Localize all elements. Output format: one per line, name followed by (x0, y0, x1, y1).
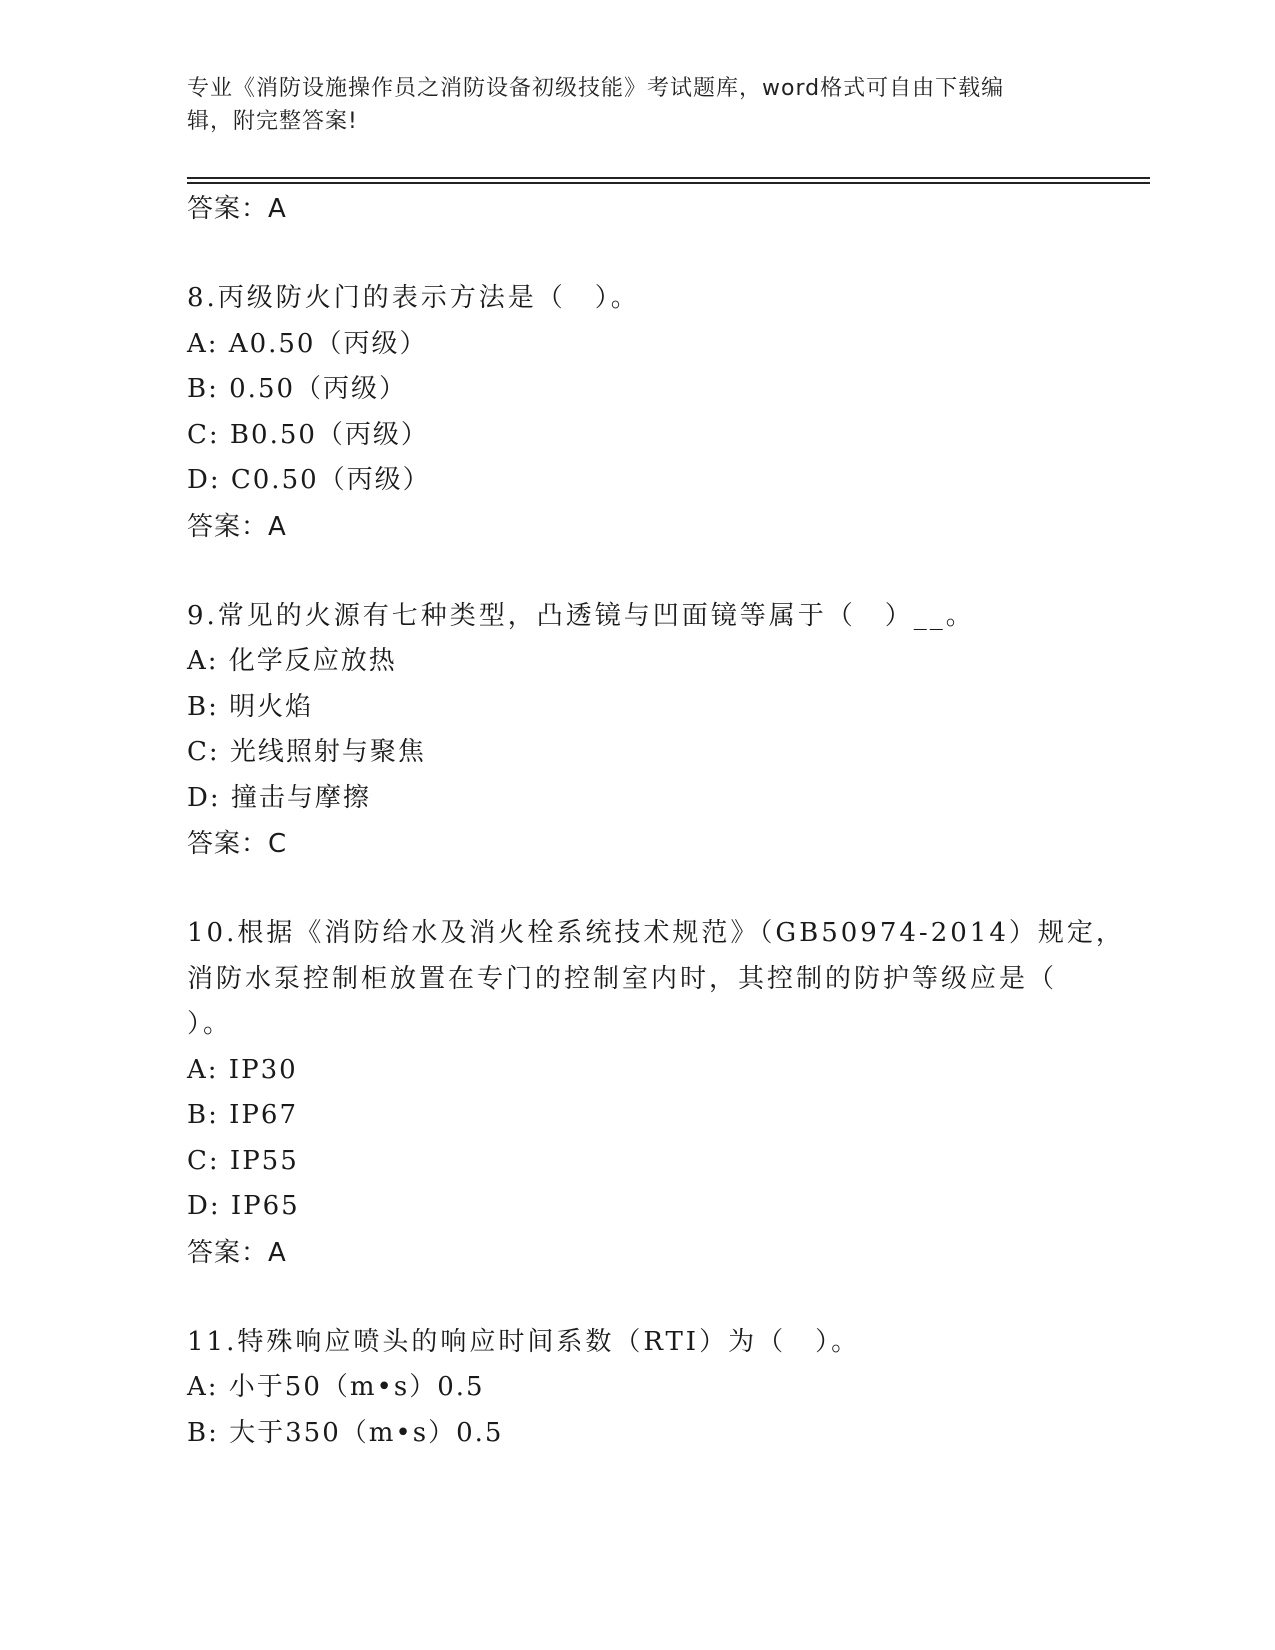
option-a: A: A0.50（丙级） (187, 328, 428, 359)
answer: 答案：A (187, 1237, 287, 1268)
question-text-line-1: 10.根据《消防给水及消火栓系统技术规范》（GB50974-2014）规定， (187, 918, 1125, 948)
question-text-line-2: 消防水泵控制柜放置在专门的控制室内时，其控制的防护等级应是（ (187, 963, 1058, 994)
header-divider-bottom (187, 182, 1150, 184)
answer: 答案：A (187, 511, 287, 542)
option-d: D: C0.50（丙级） (187, 465, 431, 495)
document-header (187, 72, 1067, 138)
header-divider-top (187, 177, 1150, 179)
question-10 (187, 911, 1125, 1276)
option-b: B: 明火焰 (187, 691, 314, 722)
option-d: D: 撞击与摩擦 (187, 782, 371, 813)
option-c: C: IP55 (187, 1145, 299, 1176)
question-text: 9.常见的火源有七种类型，凸透镜与凹面镜等属于（ ）__。 (187, 600, 975, 631)
header-line-1: 专业《消防设施操作员之消防设备初级技能》考试题库，word格式可自由下载编 (187, 76, 1005, 101)
option-a: A: 化学反应放热 (187, 646, 397, 676)
question-8 (187, 276, 1087, 550)
question-text: 11.特殊响应喷头的响应时间系数（RTI）为（ ）。 (187, 1326, 861, 1357)
header-line-2: 辑，附完整答案! (187, 109, 358, 134)
option-b: B: 0.50（丙级） (187, 374, 408, 404)
option-c: C: 光线照射与聚焦 (187, 737, 426, 767)
option-c: C: B0.50（丙级） (187, 419, 429, 450)
option-b: B: 大于350（m•s）0.5 (187, 1417, 504, 1448)
answer: 答案：C (187, 829, 288, 859)
question-9 (187, 594, 1087, 868)
option-b: B: IP67 (187, 1100, 298, 1130)
option-a: A: 小于50（m•s）0.5 (187, 1372, 485, 1402)
question-text-line-3: ）。 (187, 1009, 233, 1039)
question-list (187, 186, 1125, 1456)
question-11 (187, 1320, 1087, 1457)
option-a: A: IP30 (187, 1054, 298, 1085)
answer-prev: 答案：A (187, 194, 287, 224)
question-text: 8.丙级防火门的表示方法是（ ）。 (187, 283, 640, 313)
option-d: D: IP65 (187, 1191, 300, 1221)
